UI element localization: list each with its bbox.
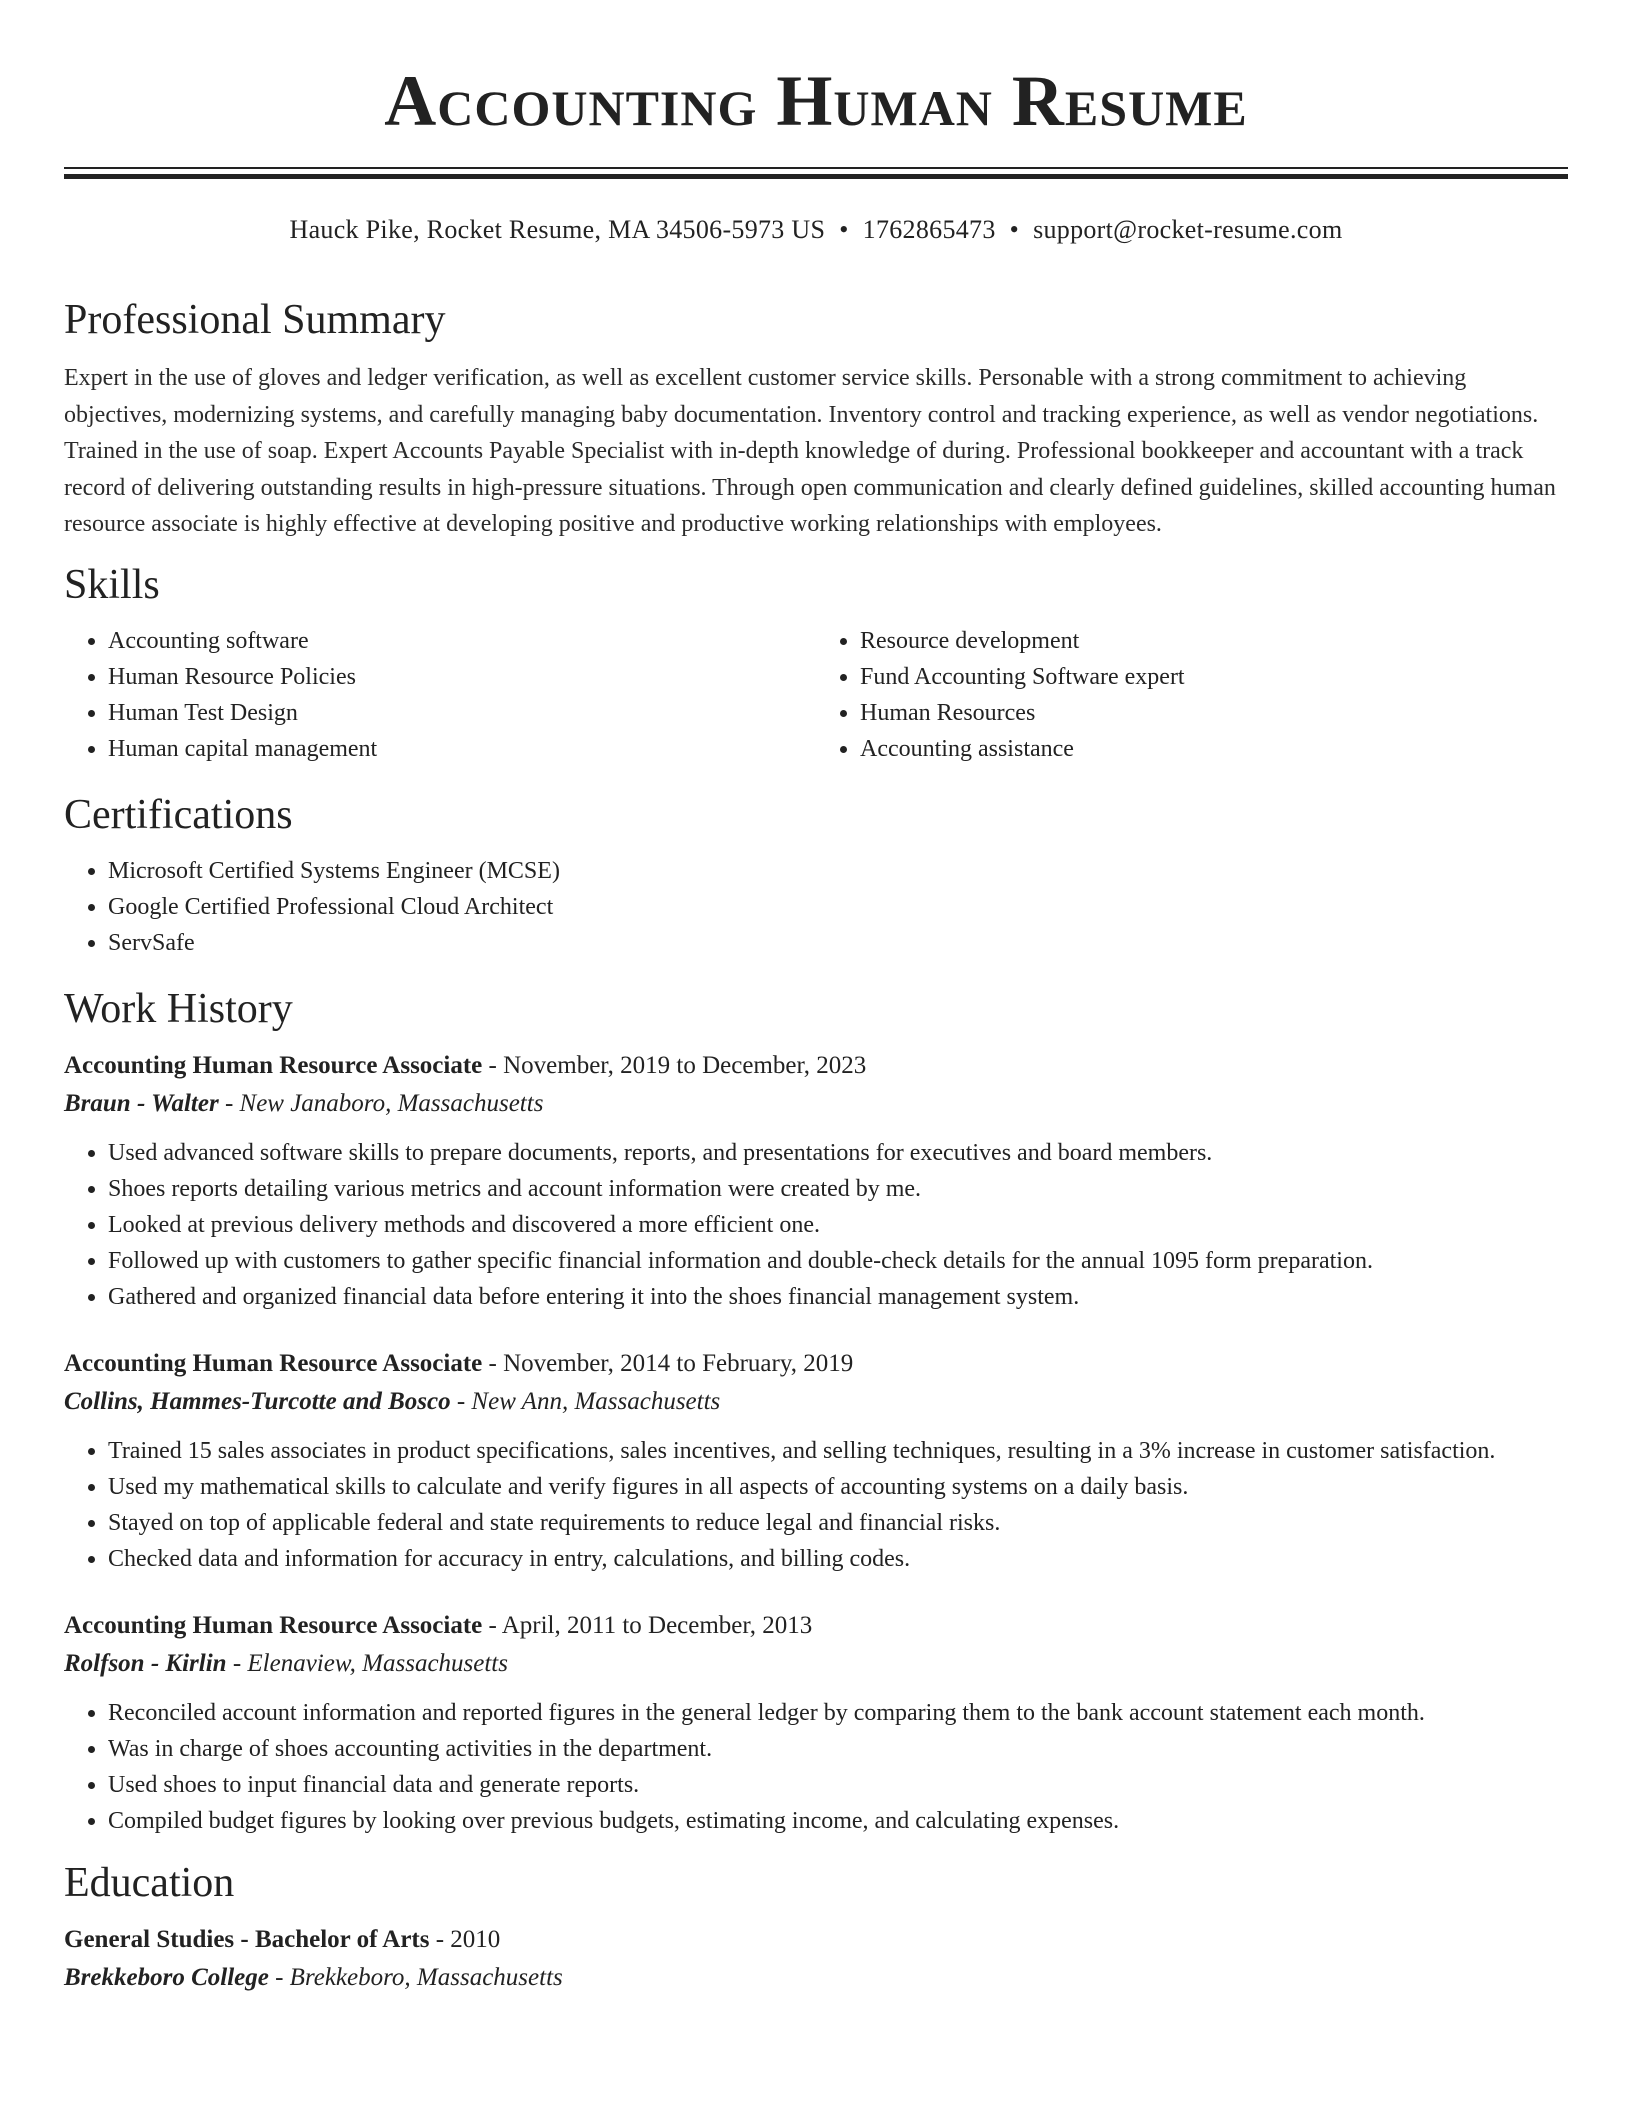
skill-item: • Human Resource Policies <box>108 659 816 695</box>
summary-text: Expert in the use of gloves and ledger verification, as well as excellent customer service skills. Personable with a strong commitment to achieving objectives, modernizing systems, and carefully managing baby documentation. Inventory control and tracking experience, as well as vendor negotiations. Trained in the use of soap. Expert Accounts Payable Specialist with in-depth knowledge of during. Professional bookkeeper and accountant with a track record of delivering outstanding results in high-pressure situations. Through open communication and clearly defined guidelines, skilled accounting human resource associate is highly effective at developing positive and productive working relationships with employees. <box>64 365 1556 538</box>
job-company-line <box>64 1383 1568 1421</box>
skills-heading: Skills <box>64 561 160 608</box>
job-bullet: • Checked data and information for accuracy in entry, calculations, and billing codes. <box>108 1541 1568 1577</box>
job-title: Accounting Human Resource Associate <box>64 1051 483 1079</box>
job-bullet: • Compiled budget figures by looking over previous budgets, estimating income, and calculating expenses. <box>108 1803 1568 1839</box>
job-bullets <box>64 1433 1568 1577</box>
job-title-line <box>64 1607 1568 1645</box>
contact-line <box>0 213 1632 247</box>
job-bullet: • Followed up with customers to gather specific financial information and double-check details for the annual 1095 form preparation. <box>108 1243 1568 1279</box>
job-title-line <box>64 1047 1568 1085</box>
skill-item: • Human Test Design <box>108 695 816 731</box>
skills-columns <box>64 623 1568 767</box>
job-bullet: • Trained 15 sales associates in product specifications, sales incentives, and selling techniques, resulting in a 3% increase in customer satisfaction. <box>108 1433 1568 1469</box>
job-dates: - November, 2019 to December, 2023 <box>482 1051 867 1079</box>
job-dates: - November, 2014 to February, 2019 <box>482 1349 854 1377</box>
contact-separator: • <box>839 215 849 244</box>
education-degree: General Studies - Bachelor of Arts <box>64 1925 430 1953</box>
skills-section <box>64 553 1568 767</box>
job-bullet: • Reconciled account information and reported figures in the general ledger by comparing them to the bank account statement each month. <box>108 1695 1568 1731</box>
job-company: Rolfson - Kirlin <box>64 1649 227 1677</box>
education-heading: Education <box>64 1859 235 1906</box>
title-rule-thick <box>64 174 1568 179</box>
job-bullet: • Used my mathematical skills to calculate and verify figures in all aspects of accounting systems on a daily basis. <box>108 1469 1568 1505</box>
job-dates: - April, 2011 to December, 2013 <box>482 1611 813 1639</box>
job-bullets <box>64 1695 1568 1839</box>
skills-list-left <box>64 623 816 767</box>
contact-separator: • <box>1009 215 1020 244</box>
skill-item: • Accounting assistance <box>860 731 1568 767</box>
job-company: Braun - Walter <box>64 1089 219 1117</box>
contact-email: support@rocket-resume.com <box>1033 215 1343 244</box>
job-bullet: • Gathered and organized financial data before entering it into the shoes financial management system. <box>108 1279 1568 1315</box>
job-bullet: • Stayed on top of applicable federal and state requirements to reduce legal and financial risks. <box>108 1505 1568 1541</box>
job-entry <box>64 1607 1568 1839</box>
resume-title: Accounting Human Resume <box>384 61 1248 141</box>
skill-item: • Resource development <box>860 623 1568 659</box>
certifications-list <box>64 853 1568 961</box>
job-location: - New Janaboro, Massachusetts <box>218 1089 544 1117</box>
job-bullets <box>64 1135 1568 1315</box>
contact-phone: 1762865473 <box>862 215 996 244</box>
resume-body <box>64 288 1568 1997</box>
job-bullet: • Shoes reports detailing various metrics and account information were created by me. <box>108 1171 1568 1207</box>
job-title: Accounting Human Resource Associate <box>64 1611 483 1639</box>
skill-item: • Human Resources <box>860 695 1568 731</box>
job-bullet: • Used shoes to input financial data and generate reports. <box>108 1767 1568 1803</box>
job-company-line <box>64 1645 1568 1683</box>
skills-list-right <box>816 623 1568 767</box>
summary-section <box>64 288 1568 543</box>
summary-heading: Professional Summary <box>64 297 446 343</box>
education-school: Brekkeboro College <box>64 1963 269 1991</box>
skill-item: • Fund Accounting Software expert <box>860 659 1568 695</box>
certification-item: • Google Certified Professional Cloud Architect <box>108 889 1568 925</box>
certification-item: • Microsoft Certified Systems Engineer (MCSE) <box>108 853 1568 889</box>
education-year: - 2010 <box>429 1925 501 1953</box>
work-section <box>64 977 1568 1839</box>
education-school-line <box>64 1959 1568 1997</box>
job-bullet: • Was in charge of shoes accounting activities in the department. <box>108 1731 1568 1767</box>
job-entry <box>64 1047 1568 1315</box>
job-title: Accounting Human Resource Associate <box>64 1349 483 1377</box>
skill-item: • Human capital management <box>108 731 816 767</box>
job-company-line <box>64 1085 1568 1123</box>
job-bullet: • Looked at previous delivery methods and discovered a more efficient one. <box>108 1207 1568 1243</box>
skill-item: • Accounting software <box>108 623 816 659</box>
education-section <box>64 1851 1568 1997</box>
job-bullet: • Used advanced software skills to prepare documents, reports, and presentations for executives and board members. <box>108 1135 1568 1171</box>
education-degree-line <box>64 1921 1568 1959</box>
job-company: Collins, Hammes-Turcotte and Bosco <box>64 1387 451 1415</box>
job-entry <box>64 1345 1568 1577</box>
work-heading: Work History <box>64 985 293 1032</box>
education-location: - Brekkeboro, Massachusetts <box>268 1963 563 1991</box>
certification-item: • ServSafe <box>108 925 1568 961</box>
certifications-section <box>64 783 1568 961</box>
title-rule-thin <box>64 167 1568 169</box>
certifications-heading: Certifications <box>64 791 293 838</box>
contact-address: Hauck Pike, Rocket Resume, MA 34506-5973 US <box>289 215 826 244</box>
job-location: - Elenaview, Massachusetts <box>226 1649 508 1677</box>
job-title-line <box>64 1345 1568 1383</box>
job-location: - New Ann, Massachusetts <box>450 1387 721 1415</box>
